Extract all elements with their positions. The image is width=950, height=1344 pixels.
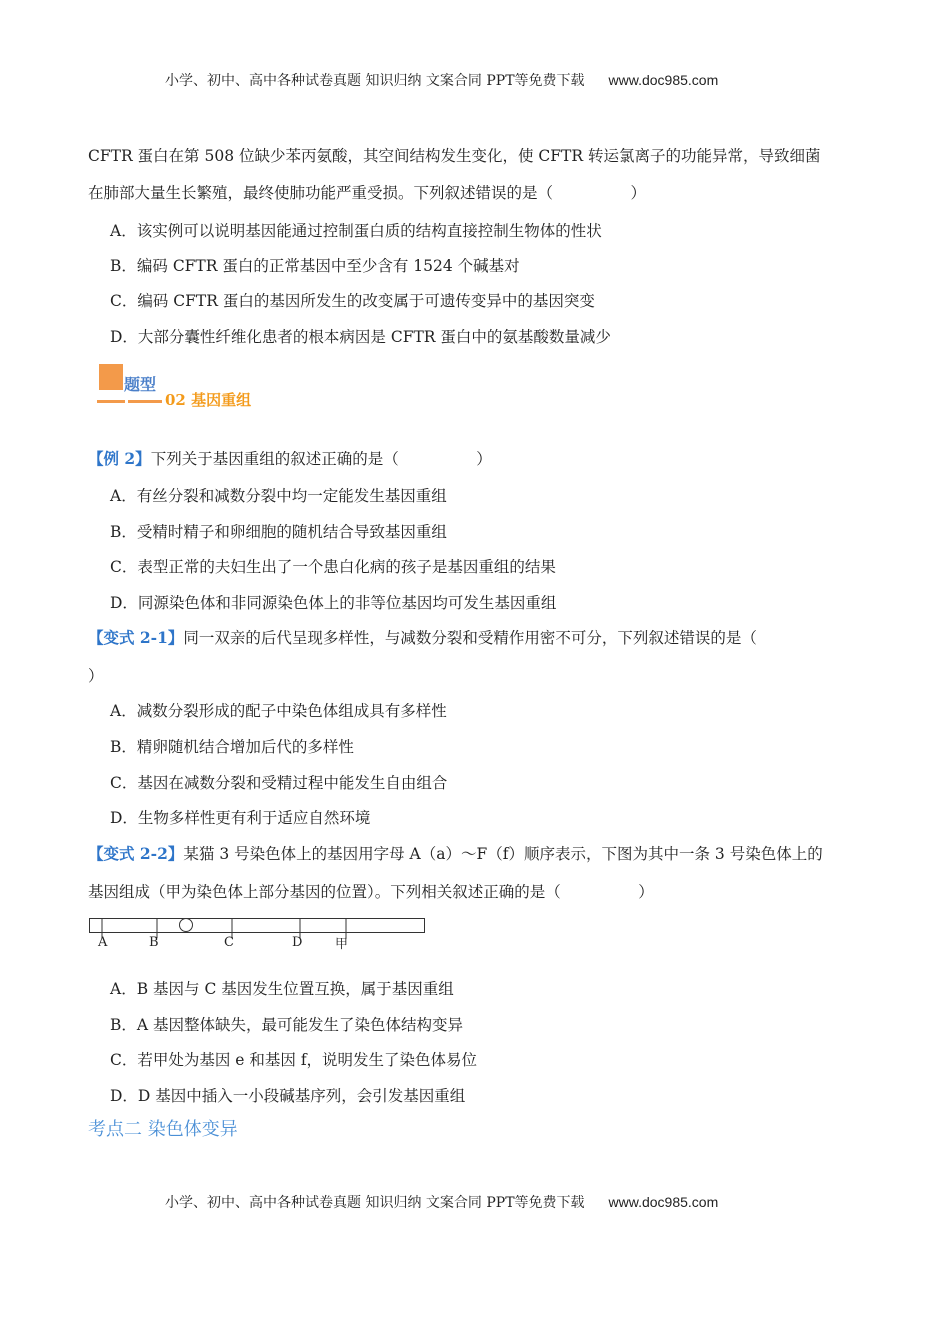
intro-option-d: D．大部分囊性纤维化患者的根本病因是 CFTR 蛋白中的氨基酸数量减少 (110, 328, 611, 346)
stem-text: 下列关于基因重组的叙述正确的是（ ） (150, 450, 492, 468)
header-link[interactable]: www.doc985.com (608, 72, 719, 88)
gene-label-d: D (292, 935, 303, 950)
ex22-option-c: C．若甲处为基因 e 和基因 f，说明发生了染色体易位 (110, 1051, 478, 1069)
topic-title: 02 基因重组 (165, 391, 252, 409)
gene-label-c: C (224, 935, 234, 950)
ex21-option-c: C．基因在减数分裂和受精过程中能发生自由组合 (110, 774, 448, 792)
ex21-option-b: B．精卵随机结合增加后代的多样性 (110, 738, 354, 756)
page-footer (165, 1192, 718, 1212)
ex2-option-a: A．有丝分裂和减数分裂中均一定能发生基因重组 (110, 487, 447, 505)
chromosome-diagram (89, 918, 429, 958)
header-text: 小学、初中、高中各种试卷真题 知识归纳 文案合同 PPT等免费下载 (165, 73, 585, 89)
ex22-option-d: D．D 基因中插入一小段碱基序列，会引发基因重组 (110, 1087, 466, 1105)
ex22-option-a: A．B 基因与 C 基因发生位置互换，属于基因重组 (110, 980, 454, 998)
topic-square-icon (99, 364, 123, 390)
topic-underline-icon (128, 400, 162, 403)
variant-2-1-stem-2: ） (88, 667, 104, 685)
intro-option-c: C．编码 CFTR 蛋白的基因所发生的改变属于可遗传变异中的基因突变 (110, 292, 595, 310)
centromere-icon (180, 919, 193, 932)
section-heading: 考点二 染色体变异 (88, 1119, 238, 1140)
intro-option-a: A．该实例可以说明基因能通过控制蛋白质的结构直接控制生物体的性状 (110, 222, 602, 240)
ex21-option-a: A．减数分裂形成的配子中染色体组成具有多样性 (110, 702, 447, 720)
gene-label-b: B (149, 935, 159, 950)
ex2-option-c: C．表型正常的夫妇生出了一个患白化病的孩子是基因重组的结果 (110, 558, 556, 576)
example-tag: 【例 2】 (88, 449, 151, 468)
chromosome-bar (89, 918, 429, 954)
variant-2-1-stem (88, 628, 757, 648)
ex2-option-d: D．同源染色体和非同源染色体上的非等位基因均可发生基因重组 (110, 594, 557, 612)
stem-text: 同一双亲的后代呈现多样性，与减数分裂和受精作用密不可分，下列叙述错误的是（ (183, 629, 757, 647)
ex2-option-b: B．受精时精子和卵细胞的随机结合导致基因重组 (110, 523, 447, 541)
intro-line-2: 在肺部大量生长繁殖，最终使肺功能严重受损。下列叙述错误的是（ ） (88, 184, 647, 202)
gene-label-jia: 甲 (335, 937, 349, 952)
footer-link[interactable]: www.doc985.com (608, 1194, 719, 1210)
footer-text: 小学、初中、高中各种试卷真题 知识归纳 文案合同 PPT等免费下载 (165, 1195, 585, 1211)
gene-label-a: A (98, 935, 108, 950)
variant-2-2-stem (88, 844, 823, 864)
example-tag: 【变式 2-1】 (88, 628, 184, 647)
topic-heading (97, 364, 297, 409)
ex22-option-b: B．A 基因整体缺失，最可能发生了染色体结构变异 (110, 1016, 464, 1034)
stem-text: 某猫 3 号染色体上的基因用字母 A（a）～F（f）顺序表示，下图为其中一条 3 号染色体上的 (183, 845, 823, 863)
example-2-stem (88, 449, 492, 469)
intro-option-b: B．编码 CFTR 蛋白的正常基因中至少含有 1524 个碱基对 (110, 257, 520, 275)
page-header (165, 70, 718, 90)
ex21-option-d: D．生物多样性更有利于适应自然环境 (110, 809, 371, 827)
example-tag: 【变式 2-2】 (88, 844, 184, 863)
topic-underline-icon (97, 400, 125, 403)
topic-label: 题型 (124, 375, 157, 394)
intro-line-1: CFTR 蛋白在第 508 位缺少苯丙氨酸，其空间结构发生变化，使 CFTR 转运氯离子的功能异常，导致细菌 (88, 147, 821, 165)
variant-2-2-stem-2: 基因组成（甲为染色体上部分基因的位置）。下列相关叙述正确的是（ ） (88, 883, 654, 901)
